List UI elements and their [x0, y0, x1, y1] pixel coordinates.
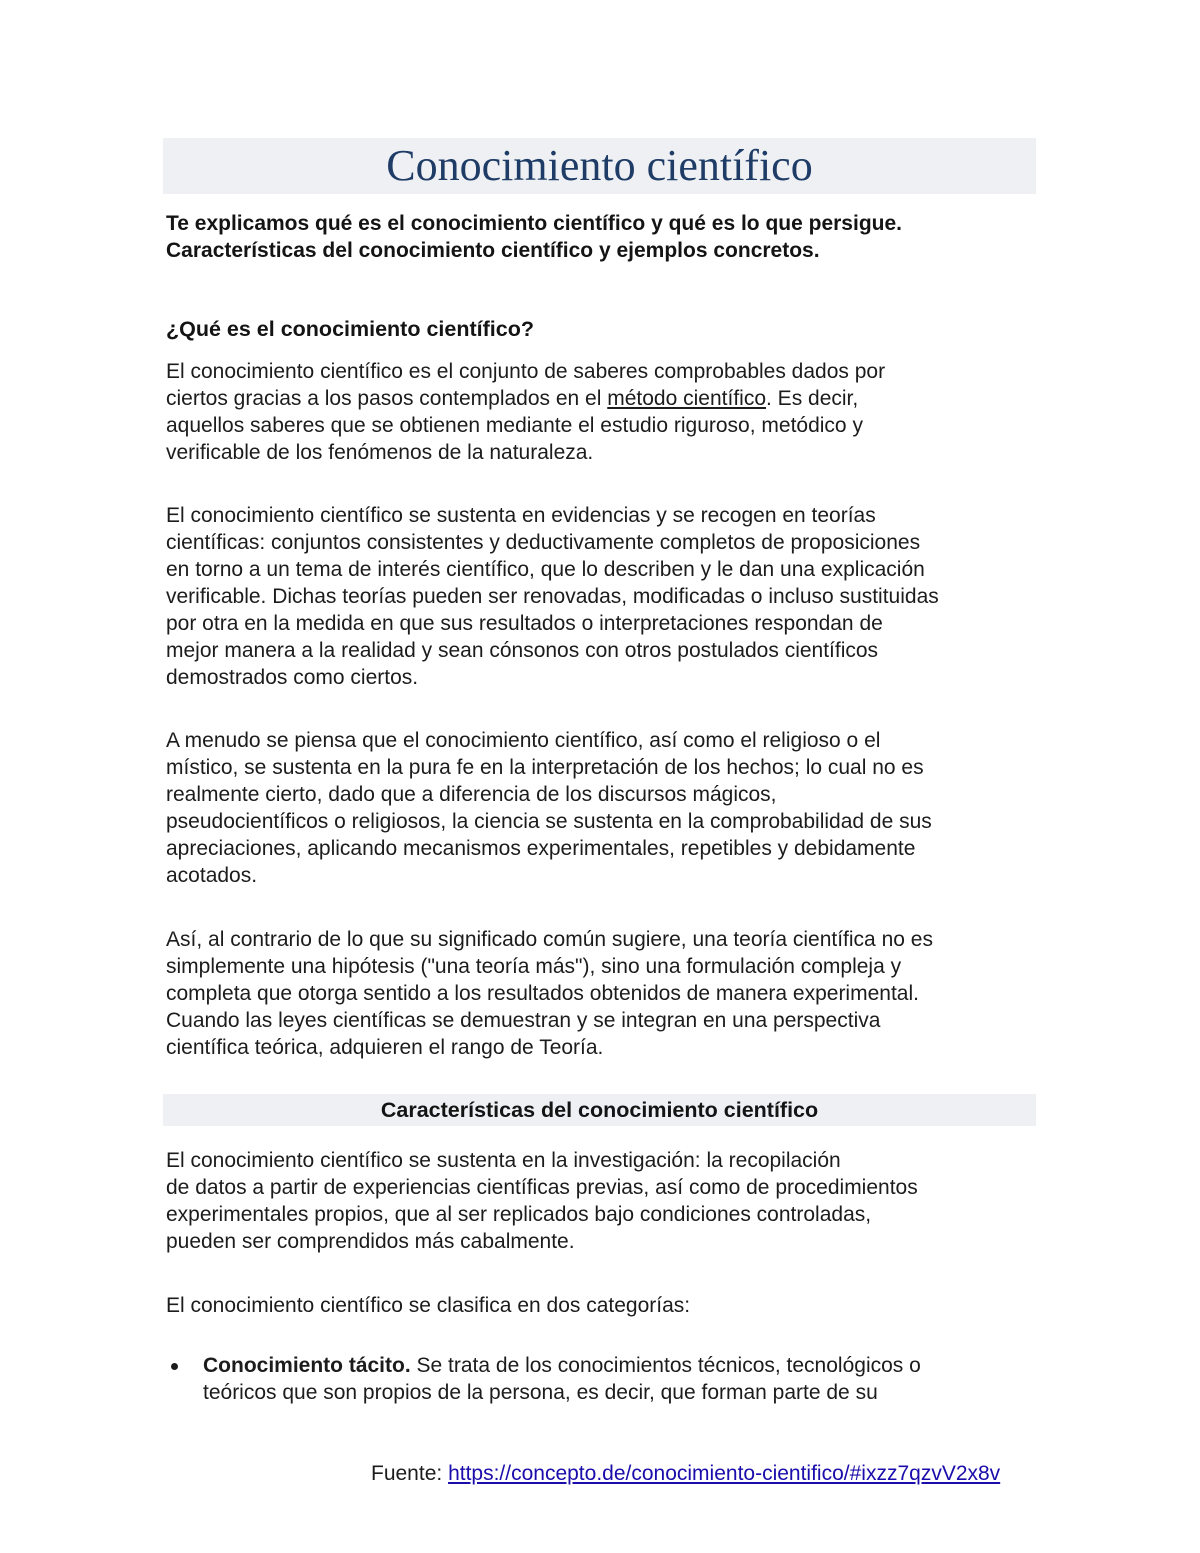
paragraph-line: El conocimiento científico se sustenta en evidencias y se recogen en teorías [166, 504, 876, 527]
list-item-line: teóricos que son propios de la persona, es decir, que forman parte de su [203, 1381, 878, 1404]
paragraph-categories: El conocimiento científico se clasifica en dos categorías: [166, 1294, 691, 1317]
paragraph-misconception [166, 727, 1036, 889]
paragraph-line: por otra en la medida en que sus resultados o interpretaciones respondan de [166, 612, 883, 635]
paragraph-line: Cuando las leyes científicas se demuestran y se integran en una perspectiva [166, 1009, 881, 1032]
paragraph-line: demostrados como ciertos. [166, 666, 419, 689]
paragraph-line: mejor manera a la realidad y sean cónsonos con otros postulados científicos [166, 639, 879, 662]
paragraph-line: El conocimiento científico es el conjunto de saberes comprobables dados por [166, 360, 886, 383]
paragraph-line: místico, se sustenta en la pura fe en la interpretación de los hechos; lo cual no es [166, 756, 924, 779]
document-title: Conocimiento científico [386, 141, 813, 190]
paragraph-line: pueden ser comprendidos más cabalmente. [166, 1230, 575, 1253]
paragraph-definition [166, 358, 1036, 466]
paragraph-line: simplemente una hipótesis ("una teoría más"), sino una formulación compleja y [166, 955, 902, 978]
bullet-icon [171, 1363, 178, 1370]
paragraph-evidence [166, 502, 1036, 691]
paragraph-theory [166, 926, 1036, 1061]
metodo-cientifico-link[interactable]: método científico [607, 387, 767, 410]
paragraph-line: Así, al contrario de lo que su significado común sugiere, una teoría científica no es [166, 928, 933, 951]
paragraph-line: científica teórica, adquieren el rango de Teoría. [166, 1036, 604, 1059]
intro-summary [166, 210, 1036, 264]
paragraph-line: apreciaciones, aplicando mecanismos experimentales, repetibles y debidamente [166, 837, 916, 860]
paragraph-line: completa que otorga sentido a los resultados obtenidos de manera experimental. [166, 982, 919, 1005]
paragraph-line: verificable de los fenómenos de la naturaleza. [166, 441, 594, 464]
paragraph-line: científicas: conjuntos consistentes y deductivamente completos de proposiciones [166, 531, 921, 554]
paragraph-line: realmente cierto, dado que a diferencia de los discursos mágicos, [166, 783, 777, 806]
section-heading-characteristics: Características del conocimiento científico [380, 1098, 819, 1122]
paragraph-research [166, 1147, 1036, 1255]
list-item-term: Conocimiento tácito. [203, 1354, 411, 1377]
paragraph-line: acotados. [166, 864, 258, 887]
text-fragment: ciertos gracias a los pasos contemplados en el [166, 387, 608, 410]
paragraph-line: en torno a un tema de interés científico, que lo describen y le dan una explicación [166, 558, 925, 581]
intro-line: Te explicamos qué es el conocimiento científico y qué es lo que persigue. [166, 212, 902, 235]
paragraph-line: pseudocientíficos o religiosos, la ciencia se sustenta en la comprobabilidad de sus [166, 810, 932, 833]
paragraph-line: aquellos saberes que se obtienen mediante el estudio riguroso, metódico y [166, 414, 863, 437]
paragraph-line: de datos a partir de experiencias científicas previas, así como de procedimientos [166, 1176, 918, 1199]
paragraph-line: El conocimiento científico se sustenta en la investigación: la recopilación [166, 1149, 841, 1172]
source-link[interactable]: https://concepto.de/conocimiento-cientifico/#ixzz7qzvV2x8v [448, 1462, 1001, 1485]
intro-line: Características del conocimiento científico y ejemplos concretos. [166, 239, 820, 262]
list-item [166, 1352, 1036, 1406]
source-label: Fuente: [371, 1462, 449, 1485]
paragraph-line [166, 385, 1036, 412]
paragraph-line: experimentales propios, que al ser replicados bajo condiciones controladas, [166, 1203, 872, 1226]
source-footer [371, 1460, 1000, 1487]
paragraph-line: verificable. Dichas teorías pueden ser renovadas, modificadas o incluso sustituidas [166, 585, 939, 608]
list-item-line [203, 1352, 1036, 1379]
categories-list [166, 1352, 1036, 1406]
paragraph-line: A menudo se piensa que el conocimiento científico, así como el religioso o el [166, 729, 881, 752]
section-heading-what-is: ¿Qué es el conocimiento científico? [166, 317, 534, 341]
text-fragment: . Es decir, [766, 387, 859, 410]
list-item-text: Se trata de los conocimientos técnicos, tecnológicos o [410, 1354, 921, 1377]
